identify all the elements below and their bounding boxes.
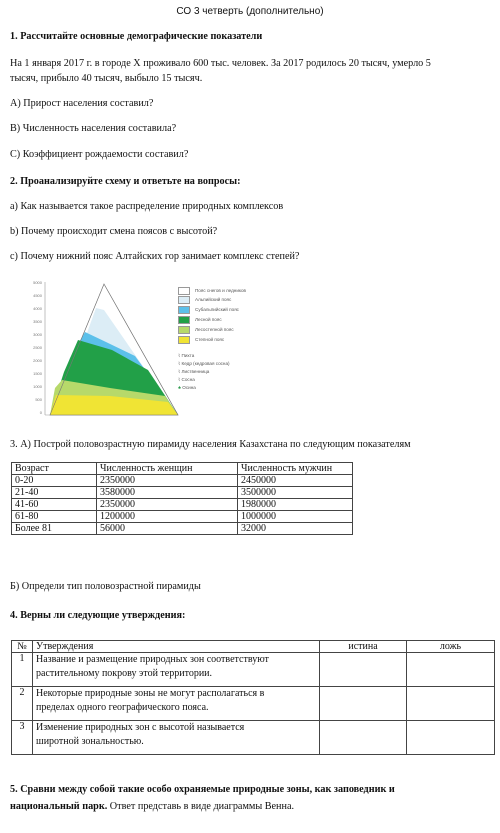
table-cell: 3500000 bbox=[238, 487, 353, 499]
y-tick: 3000 bbox=[33, 332, 42, 337]
legend-swatch bbox=[178, 306, 190, 314]
y-tick: 3500 bbox=[33, 319, 42, 324]
legend-item: Лесной пояс bbox=[178, 316, 222, 324]
column-header: Численность женщин bbox=[97, 463, 238, 475]
legend-swatch bbox=[178, 336, 190, 344]
table-cell: 21-40 bbox=[12, 487, 97, 499]
table-cell: 41-60 bbox=[12, 499, 97, 511]
table-cell: 1200000 bbox=[97, 511, 238, 523]
y-tick: 4000 bbox=[33, 306, 42, 311]
tree-icon: ⌇ bbox=[178, 361, 182, 366]
table-row bbox=[12, 687, 495, 721]
table-row bbox=[12, 475, 353, 487]
legend-swatch bbox=[178, 316, 190, 324]
q2-question-a: а) Как называется такое распределение природных комплексов bbox=[10, 201, 284, 212]
q1-question-c: С) Коэффициент рождаемости составил? bbox=[10, 149, 189, 160]
table-row bbox=[12, 721, 495, 755]
altitude-diagram bbox=[0, 270, 500, 430]
legend-item: Альпийский пояс bbox=[178, 296, 231, 304]
table-cell: 32000 bbox=[238, 523, 353, 535]
table-row bbox=[12, 653, 495, 687]
y-tick: 1500 bbox=[33, 371, 42, 376]
table-cell: 3580000 bbox=[97, 487, 238, 499]
statement-text: Изменение природных зон с высотой называется широтной зональностью. bbox=[33, 721, 320, 755]
q2-question-b: b) Почему происходит смена поясов с высотой? bbox=[10, 226, 218, 237]
true-answer-cell[interactable] bbox=[320, 687, 407, 721]
column-header: Возраст bbox=[12, 463, 97, 475]
column-header: истина bbox=[320, 641, 407, 653]
row-number: 3 bbox=[12, 721, 33, 755]
true-answer-cell[interactable] bbox=[320, 721, 407, 755]
table-row bbox=[12, 499, 353, 511]
tree-legend-item: ⌇ Лиственница bbox=[178, 369, 210, 374]
legend-item: Степной пояс bbox=[178, 336, 224, 344]
mountain-illustration bbox=[0, 270, 183, 430]
table-header-row bbox=[12, 463, 353, 475]
row-number: 1 bbox=[12, 653, 33, 687]
false-answer-cell[interactable] bbox=[407, 687, 495, 721]
column-header: Утверждения bbox=[33, 641, 320, 653]
false-answer-cell[interactable] bbox=[407, 653, 495, 687]
table-row bbox=[12, 523, 353, 535]
q2-question-c: с) Почему нижний пояс Алтайских гор занимает комплекс степей? bbox=[10, 251, 300, 262]
page-header: СО 3 четверть (дополнительно) bbox=[176, 6, 324, 17]
legend-swatch bbox=[178, 296, 190, 304]
tree-legend-item: ⌇ Пихта bbox=[178, 353, 195, 358]
y-tick: 1000 bbox=[33, 384, 42, 389]
statements-table bbox=[11, 640, 495, 755]
true-answer-cell[interactable] bbox=[320, 653, 407, 687]
q5-line2: национальный парк. Ответ представь в виде диаграммы Венна. bbox=[10, 801, 295, 812]
y-tick: 4500 bbox=[33, 293, 42, 298]
tree-icon: ⌇ bbox=[178, 369, 182, 374]
table-cell: 0-20 bbox=[12, 475, 97, 487]
column-header: ложь bbox=[407, 641, 495, 653]
tree-icon: ⌇ bbox=[178, 377, 182, 382]
column-header: Численность мужчин bbox=[238, 463, 353, 475]
y-tick: 2000 bbox=[33, 358, 42, 363]
table-cell: 1000000 bbox=[238, 511, 353, 523]
q3-title: 3. А) Построй половозрастную пирамиду населения Казахстана по следующим показателям bbox=[10, 439, 411, 450]
table-row bbox=[12, 511, 353, 523]
q1-title: 1. Рассчитайте основные демографические показатели bbox=[10, 31, 263, 42]
table-cell: 2350000 bbox=[97, 475, 238, 487]
y-tick: 0 bbox=[39, 410, 42, 415]
y-tick: 500 bbox=[35, 397, 42, 402]
table-cell: 2350000 bbox=[97, 499, 238, 511]
y-tick: 5000 bbox=[33, 280, 42, 285]
tree-icon: ♣ bbox=[178, 385, 183, 390]
table-row bbox=[12, 487, 353, 499]
q2-title: 2. Проанализируйте схему и ответьте на вопросы: bbox=[10, 176, 241, 187]
legend-item: Лесостепной пояс bbox=[178, 326, 234, 334]
q1-text-line2: тысяч, прибыло 40 тысяч, выбыло 15 тысяч. bbox=[10, 73, 203, 84]
q1-question-a: А) Прирост населения составил? bbox=[10, 98, 154, 109]
legend-item: Субальпийский пояс bbox=[178, 306, 239, 314]
table-header-row bbox=[12, 641, 495, 653]
y-tick: 2500 bbox=[33, 345, 42, 350]
population-table bbox=[11, 462, 353, 535]
false-answer-cell[interactable] bbox=[407, 721, 495, 755]
tree-icon: ⌇ bbox=[178, 353, 182, 358]
statement-text: Название и размещение природных зон соответствуют растительному покрову этой территории. bbox=[33, 653, 320, 687]
legend-swatch bbox=[178, 287, 190, 295]
legend-item: Пояс снегов и ледников bbox=[178, 287, 246, 295]
q1-question-b: В) Численность населения составила? bbox=[10, 123, 177, 134]
q4-title: 4. Верны ли следующие утверждения: bbox=[10, 610, 186, 621]
statement-text: Некоторые природные зоны не могут располагаться в пределах одного географического пояса. bbox=[33, 687, 320, 721]
table-cell: Более 81 bbox=[12, 523, 97, 535]
table-cell: 1980000 bbox=[238, 499, 353, 511]
table-cell: 2450000 bbox=[238, 475, 353, 487]
tree-legend-item: ⌇ Сосна bbox=[178, 377, 195, 382]
column-header: № bbox=[12, 641, 33, 653]
q3-question-b: Б) Определи тип половозрастной пирамиды bbox=[10, 581, 201, 592]
table-cell: 61-80 bbox=[12, 511, 97, 523]
tree-legend-item: ♣ Осина bbox=[178, 385, 196, 390]
q5-line1: 5. Сравни между собой такие особо охраняемые природные зоны, как заповедник и bbox=[10, 784, 395, 795]
table-cell: 56000 bbox=[97, 523, 238, 535]
q1-text-line1: На 1 января 2017 г. в городе X проживало 600 тыс. человек. За 2017 родилось 20 тысяч, умерло 5 bbox=[10, 58, 431, 69]
tree-legend-item: ⌇ Кедр (кедровая сосна) bbox=[178, 361, 230, 366]
legend-swatch bbox=[178, 326, 190, 334]
row-number: 2 bbox=[12, 687, 33, 721]
